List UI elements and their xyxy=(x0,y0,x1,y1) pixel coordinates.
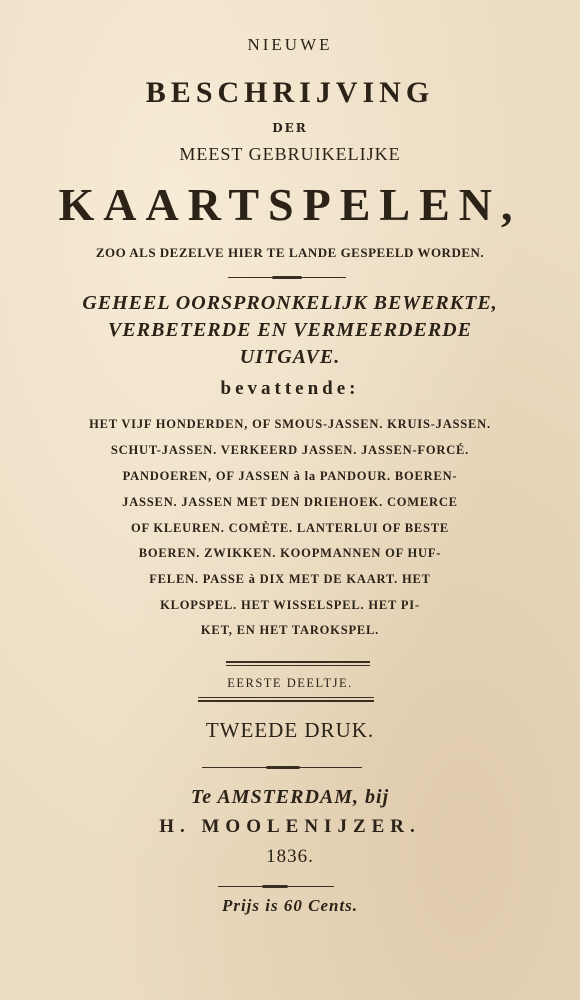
edition-line: VERBETERDE EN VERMEERDERDE xyxy=(108,319,472,341)
edition-line: GEHEEL OORSPRONKELIJK BEWERKTE, xyxy=(82,292,498,314)
title-beschrijving: BESCHRIJVING xyxy=(145,76,435,109)
imprint-publisher: H. MOOLENIJZER. xyxy=(159,816,421,837)
divider-rule xyxy=(198,700,374,702)
divider-rule xyxy=(198,697,374,698)
contents-line: FELEN. PASSE à DIX MET DE KAART. HET xyxy=(149,572,431,586)
contents-line: HET VIJF HONDERDEN, OF SMOUS-JASSEN. KRUIS-JASSEN. xyxy=(89,417,491,431)
contents-line: BOEREN. ZWIKKEN. KOOPMANNEN OF HUF- xyxy=(138,546,442,560)
contents-line: OF KLEUREN. COMÈTE. LANTERLUI OF BESTE xyxy=(130,521,450,535)
contents-line: KET, EN HET TAROKSPEL. xyxy=(200,623,380,637)
divider-rule xyxy=(226,665,370,666)
contents-line: SCHUT-JASSEN. VERKEERD JASSEN. JASSEN-FORCÉ. xyxy=(110,443,470,457)
subtitle-zoo-als: ZOO ALS DEZELVE HIER TE LANDE GESPEELD WORDEN. xyxy=(95,245,485,260)
bevattende-heading: bevattende: xyxy=(220,378,360,399)
contents-line: JASSEN. JASSEN MET DEN DRIEHOEK. COMERCE xyxy=(122,495,458,509)
tweede-druk: TWEEDE DRUK. xyxy=(205,718,375,742)
imprint-place: Te AMSTERDAM, bij xyxy=(190,786,390,808)
imprint-year: 1836. xyxy=(266,846,314,867)
divider-rule xyxy=(226,661,370,663)
price-line: Prijs is 60 Cents. xyxy=(221,896,359,915)
edition-line: UITGAVE. xyxy=(239,346,341,368)
title-kaartspelen: KAARTSPELEN, xyxy=(58,179,522,230)
title-nieuwe: NIEUWE xyxy=(247,35,333,54)
eerste-deeltje: EERSTE DEELTJE. xyxy=(227,676,353,690)
title-meest-gebruikelijke: MEEST GEBRUIKELIJKE xyxy=(179,144,401,164)
contents-line: KLOPSPEL. HET WISSELSPEL. HET PI- xyxy=(160,598,420,612)
title-der: DER xyxy=(272,121,308,135)
contents-line: PANDOEREN, OF JASSEN à la PANDOUR. BOEREN- xyxy=(122,469,458,483)
